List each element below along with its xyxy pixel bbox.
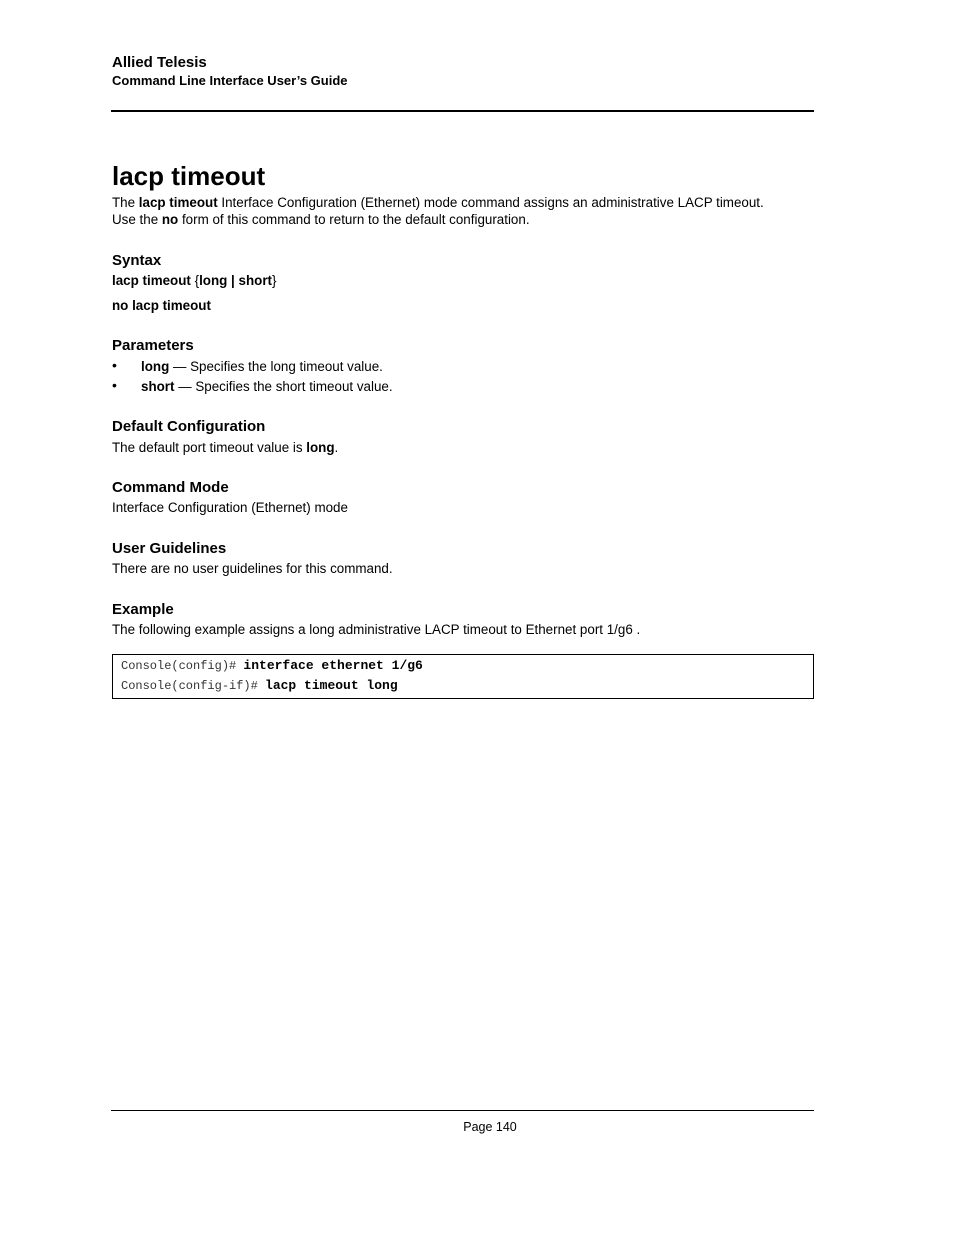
intro-line-1 [112, 194, 764, 211]
example-text: The following example assigns a long administrative LACP timeout to Ethernet port 1/g6 . [112, 622, 641, 637]
parameter-item [141, 378, 393, 395]
default-config-label: The default port timeout value is [112, 440, 307, 455]
example-heading: Example [112, 601, 174, 618]
parameter-description: — Specifies the short timeout value. [174, 379, 393, 394]
parameter-name: short [141, 379, 175, 394]
code-command: lacp timeout long [265, 678, 398, 693]
syntax-command: lacp timeout [112, 273, 191, 288]
footer-divider [111, 1110, 814, 1111]
intro-no-keyword: no [161, 212, 179, 227]
syntax-args: long | short [199, 273, 273, 288]
intro-text: Interface Configuration (Ethernet) mode command assigns an administrative LACP timeout. [217, 195, 764, 210]
syntax-brace: { [190, 273, 200, 288]
header-divider [111, 110, 814, 112]
syntax-line-2: no lacp timeout [112, 298, 211, 313]
command-mode-text: Interface Configuration (Ethernet) mode [112, 500, 348, 515]
command-mode-heading: Command Mode [112, 479, 229, 496]
parameter-description: — Specifies the long timeout value. [169, 359, 383, 374]
syntax-heading: Syntax [112, 252, 162, 269]
header-guide-title: Command Line Interface User’s Guide [112, 73, 348, 88]
code-prompt: Console(config)# [121, 659, 244, 673]
intro-text: The [112, 195, 139, 210]
user-guidelines-heading: User Guidelines [112, 540, 227, 557]
bullet-icon: • [112, 357, 117, 373]
default-config-heading: Default Configuration [112, 418, 266, 435]
intro-line-2 [112, 211, 530, 228]
bullet-icon: • [112, 377, 117, 393]
user-guidelines-text: There are no user guidelines for this command. [112, 561, 393, 576]
syntax-line-1 [112, 272, 277, 289]
default-config-value: long [306, 440, 335, 455]
parameter-name: long [141, 359, 170, 374]
default-config-punct: . [334, 440, 339, 455]
code-line [121, 659, 423, 673]
code-line [121, 679, 398, 693]
intro-text: Use the [112, 212, 162, 227]
parameter-item [141, 358, 383, 375]
default-config-text [112, 439, 338, 456]
parameters-heading: Parameters [112, 337, 194, 354]
header-company: Allied Telesis [112, 54, 207, 71]
intro-command: lacp timeout [138, 195, 218, 210]
code-command: interface ethernet 1/g6 [243, 658, 423, 673]
syntax-brace: } [272, 273, 277, 288]
intro-text: form of this command to return to the default configuration. [178, 212, 530, 227]
page-title: lacp timeout [112, 161, 266, 191]
code-prompt: Console(config-if)# [121, 679, 266, 693]
page-number: Page 140 [463, 1120, 517, 1134]
